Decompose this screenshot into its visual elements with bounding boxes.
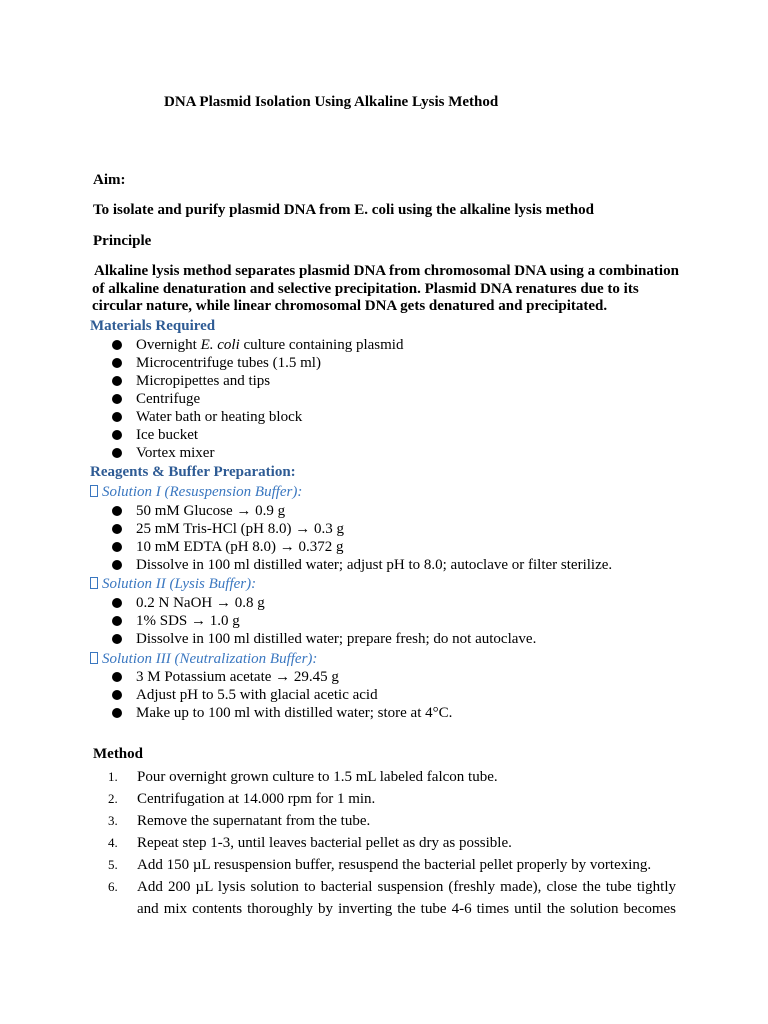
solution2-list [110, 594, 536, 648]
reagents-heading: Reagents & Buffer Preparation: [90, 464, 296, 480]
solution3-title: Solution III (Neutralization Buffer): [90, 651, 317, 668]
bullet-icon [112, 524, 122, 534]
materials-list [110, 336, 403, 462]
list-item: Overnight E. coli culture containing plasmid [110, 336, 403, 354]
bullet-icon [112, 394, 122, 404]
list-item: 3 M Potassium acetate → 29.45 g [110, 668, 452, 686]
list-item: 6. Add 200 µL lysis solution to bacterial suspension (freshly made), close the tube tightly and mix contents thoroughly by inverting the tube 4-6 times until the solution becomes [108, 879, 676, 917]
principle-text: Alkaline lysis method separates plasmid DNA from chromosomal DNA using a combination of alkaline denaturation and selective precipitation. Plasmid DNA renatures due to its circular nature, while linear chromosomal DNA gets denatured and precipitated. [92, 263, 679, 314]
list-item: Centrifuge [110, 390, 403, 408]
aim-heading: Aim: [93, 172, 126, 188]
bullet-icon [112, 598, 122, 608]
bullet-icon [112, 358, 122, 368]
solution1-title: Solution I (Resuspension Buffer): [90, 484, 302, 501]
principle-heading: Principle [93, 233, 152, 249]
method-heading: Method [93, 746, 143, 762]
list-item: Water bath or heating block [110, 408, 403, 426]
aim-text: To isolate and purify plasmid DNA from E. coli using the alkaline lysis method [93, 202, 594, 218]
list-item: 3. Remove the supernatant from the tube. [108, 813, 371, 829]
list-item: Vortex mixer [110, 444, 403, 462]
checkbox-glyph-icon [90, 577, 98, 589]
list-item: Adjust pH to 5.5 with glacial acetic acid [110, 686, 452, 704]
bullet-icon [112, 690, 122, 700]
list-item: 1. Pour overnight grown culture to 1.5 mL labeled falcon tube. [108, 769, 498, 785]
checkbox-glyph-icon [90, 652, 98, 664]
list-item: 2. Centrifugation at 14.000 rpm for 1 min. [108, 791, 376, 807]
document-title: DNA Plasmid Isolation Using Alkaline Lysis Method [164, 94, 499, 110]
list-item: Dissolve in 100 ml distilled water; adjust pH to 8.0; autoclave or filter sterilize. [110, 556, 612, 574]
bullet-icon [112, 560, 122, 570]
bullet-icon [112, 412, 122, 422]
solution2-title: Solution II (Lysis Buffer): [90, 576, 256, 593]
bullet-icon [112, 634, 122, 644]
method-steps [108, 766, 676, 920]
solution1-list [110, 502, 612, 574]
bullet-icon [112, 448, 122, 458]
list-item: Ice bucket [110, 426, 403, 444]
list-item: 10 mM EDTA (pH 8.0) → 0.372 g [110, 538, 612, 556]
list-item: Micropipettes and tips [110, 372, 403, 390]
list-item: 0.2 N NaOH → 0.8 g [110, 594, 536, 612]
list-item: 5. Add 150 µL resuspension buffer, resuspend the bacterial pellet properly by vortexing. [108, 857, 652, 873]
bullet-icon [112, 708, 122, 718]
list-item: Make up to 100 ml with distilled water; store at 4°C. [110, 704, 452, 722]
list-item: 50 mM Glucose → 0.9 g [110, 502, 612, 520]
list-item: 1% SDS → 1.0 g [110, 612, 536, 630]
bullet-icon [112, 376, 122, 386]
bullet-icon [112, 506, 122, 516]
list-item: Dissolve in 100 ml distilled water; prepare fresh; do not autoclave. [110, 630, 536, 648]
bullet-icon [112, 542, 122, 552]
solution3-list [110, 668, 452, 722]
checkbox-glyph-icon [90, 485, 98, 497]
bullet-icon [112, 430, 122, 440]
bullet-icon [112, 616, 122, 626]
materials-heading: Materials Required [90, 318, 216, 334]
bullet-icon [112, 672, 122, 682]
bullet-icon [112, 340, 122, 350]
list-item: Microcentrifuge tubes (1.5 ml) [110, 354, 403, 372]
list-item: 4. Repeat step 1-3, until leaves bacterial pellet as dry as possible. [108, 835, 512, 851]
list-item: 25 mM Tris-HCl (pH 8.0) → 0.3 g [110, 520, 612, 538]
